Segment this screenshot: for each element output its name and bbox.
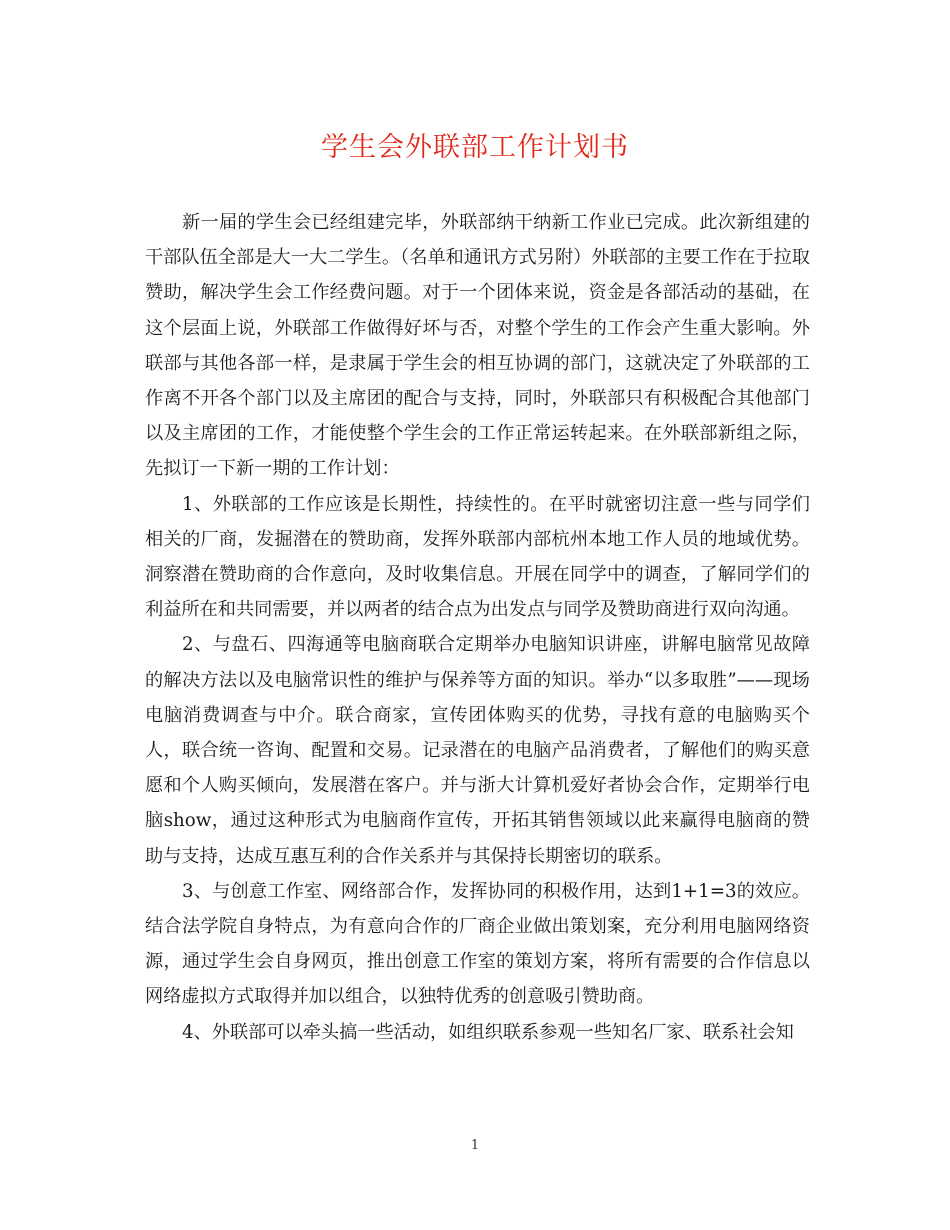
document-title: 学生会外联部工作计划书 (321, 132, 629, 163)
paragraph-intro: 新一届的学生会已经组建完毕，外联部纳干纳新工作业已完成。此次新组建的干部队伍全部是大一大二学生。（名单和通讯方式另附）外联部的主要工作在于拉取赞助，解决学生会工作经费问题。对于一个团体来说，资金是各部活动的基础，在这个层面上说，外联部工作做得好坏与否，对整个学生的工作会产生重大影响。外联部与其他各部一样，是隶属于学生会的相互协调的部门，这就决定了外联部的工作离不开各个部门以及主席团的配合与支持，同时，外联部只有积极配合其他部门以及主席团的工作，才能使整个学生会的工作正常运转起来。在外联部新组之际，先拟订一下新一期的工作计划： (145, 212, 810, 480)
paragraph-item-4: 4、外联部可以牵头搞一些活动，如组织联系参观一些知名厂家、联系社会知 (182, 1021, 794, 1043)
paragraph-item-1: 1、外联部的工作应该是长期性，持续性的。在平时就密切注意一些与同学们相关的厂商，发掘潜在的赞助商，发挥外联部内部杭州本地工作人员的地域优势。洞察潜在赞助商的合作意向，及时收集信息。开展在同学中的调查，了解同学们的利益所在和共同需要，并以两者的结合点为出发点与同学及赞助商进行双向沟通。 (145, 493, 810, 621)
paragraph-item-2: 2、与盘石、四海通等电脑商联合定期举办电脑知识讲座，讲解电脑常见故障的解决方法以及电脑常识性的维护与保养等方面的知识。举办“以多取胜”——现场电脑消费调查与中介。联合商家，宣传团体购买的优势，寻找有意的电脑购买个人，联合统一咨询、配置和交易。记录潜在的电脑产品消费者，了解他们的购买意愿和个人购买倾向，发展潜在客户。并与浙大计算机爱好者协会合作，定期举行电脑show，通过这种形式为电脑商作宣传，开拓其销售领域以此来赢得电脑商的赞助与支持，达成互惠互利的合作关系并与其保持长期密切的联系。 (145, 634, 810, 867)
document-body (145, 205, 810, 1050)
page-number: 1 (470, 1138, 480, 1153)
paragraph-item-3: 3、与创意工作室、网络部合作，发挥协同的积极作用，达到1+1=3的效应。结合法学院自身特点，为有意向合作的厂商企业做出策划案，充分利用电脑网络资源，通过学生会自身网页，推出创意工作室的策划方案，将所有需要的合作信息以网络虚拟方式取得并加以组合，以独特优秀的创意吸引赞助商。 (145, 880, 810, 1008)
